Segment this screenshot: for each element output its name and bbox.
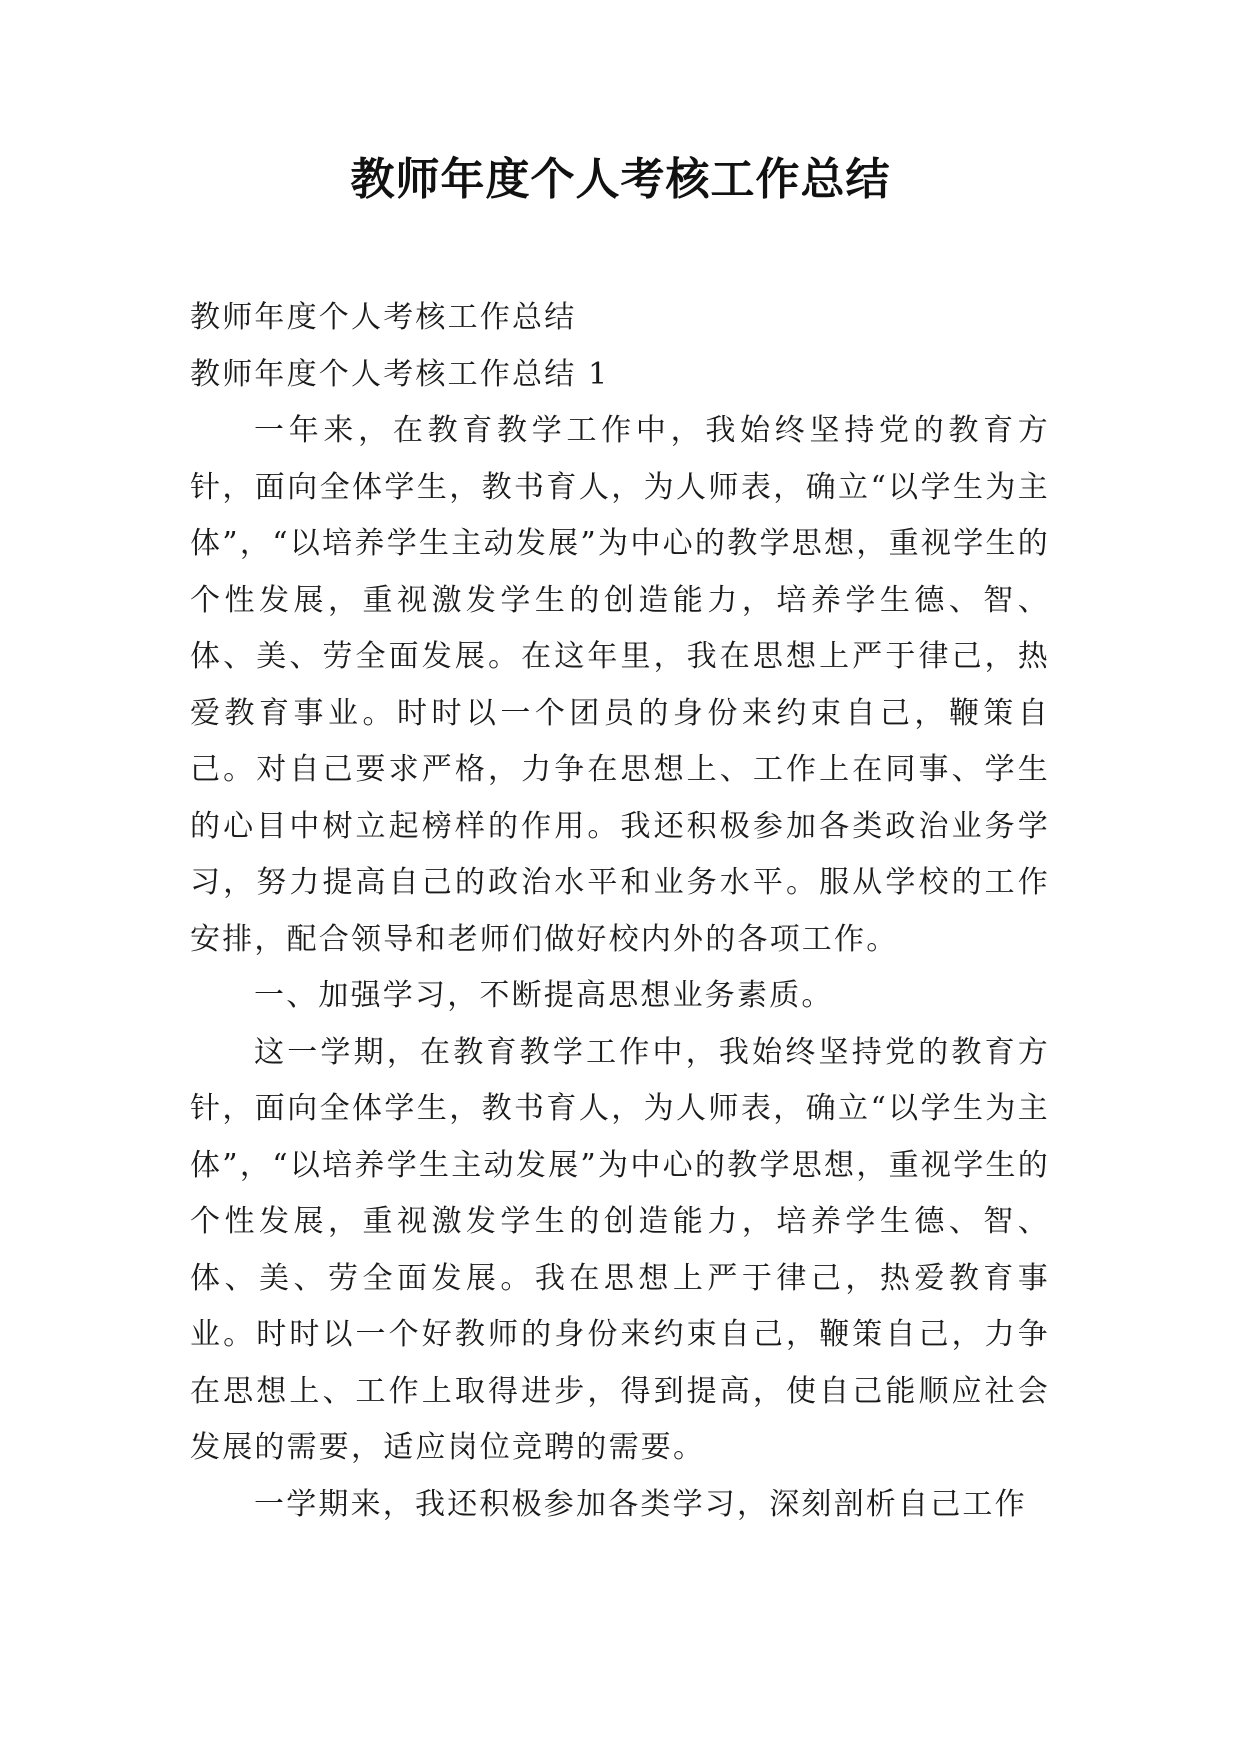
paragraph: 一年来，在教育教学工作中，我始终坚持党的教育方针，面向全体学生，教书育人，为人师表，确立“以学生为主体”，“以培养学生主动发展”为中心的教学思想，重视学生的个性发展，重视激发学生的创造能力，培养学生德、智、体、美、劳全面发展。在这年里，我在思想上严于律己，热爱教育事业。时时以一个团员的身份来约束自己，鞭策自己。对自己要求严格，力争在思想上、工作上在同事、学生的心目中树立起榜样的作用。我还积极参加各类政治业务学习，努力提高自己的政治水平和业务水平。服从学校的工作安排，配合领导和老师们做好校内外的各项工作。 — [190, 413, 1050, 957]
paragraph-subheading: 教师年度个人考核工作总结 1 — [190, 356, 610, 392]
paragraph: 一学期来，我还积极参加各类学习，深刻剖析自己工作 — [254, 1486, 1027, 1522]
paragraph-section-heading: 一、加强学习，不断提高思想业务素质。 — [254, 978, 834, 1013]
paragraph-heading: 教师年度个人考核工作总结 — [190, 300, 577, 335]
document-title: 教师年度个人考核工作总结 — [350, 154, 891, 205]
paragraph: 这一学期，在教育教学工作中，我始终坚持党的教育方针，面向全体学生，教书育人，为人师表，确立“以学生为主体”，“以培养学生主动发展”为中心的教学思想，重视学生的个性发展，重视激发学生的创造能力，培养学生德、智、体、美、劳全面发展。我在思想上严于律己，热爱教育事业。时时以一个好教师的身份来约束自己，鞭策自己，力争在思想上、工作上取得进步，得到提高，使自己能顺应社会发展的需要，适应岗位竞聘的需要。 — [190, 1034, 1050, 1465]
document-body — [190, 290, 1050, 1533]
